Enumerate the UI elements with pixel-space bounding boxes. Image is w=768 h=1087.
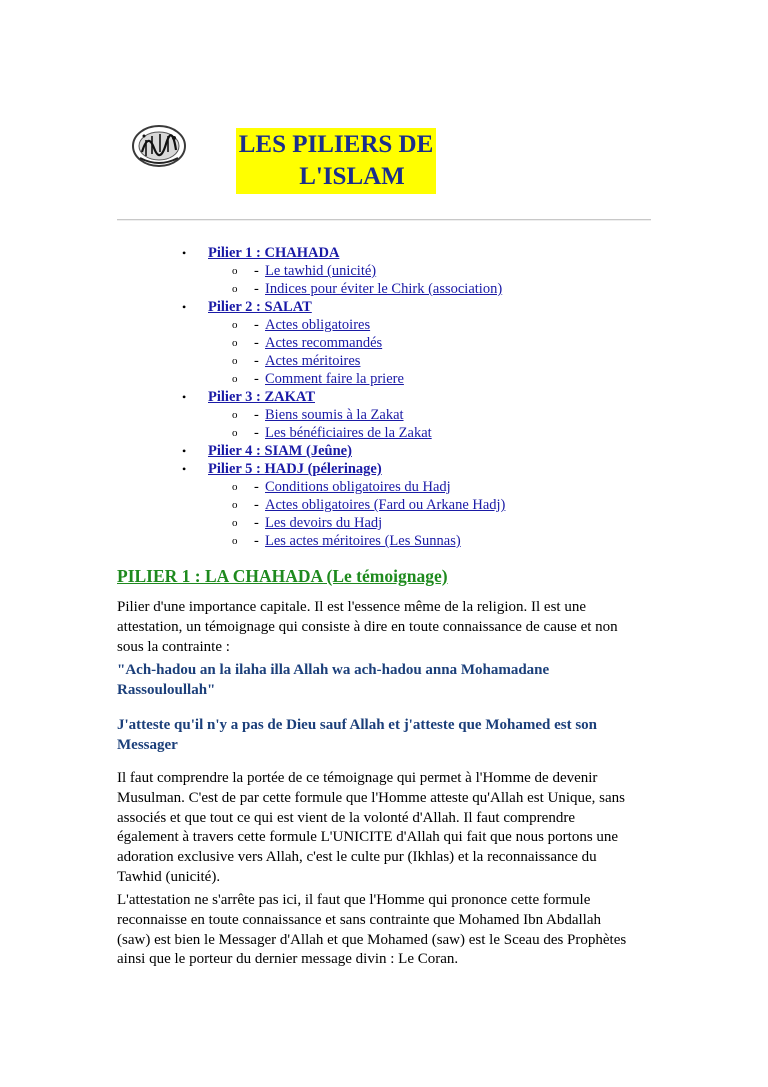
toc-link-hadj-devoirs[interactable]: Les devoirs du Hadj (265, 515, 383, 531)
toc-link-salat-obligatoires[interactable]: Actes obligatoires (265, 317, 371, 333)
circle-bullet-icon: o (232, 355, 238, 367)
horizontal-divider (117, 219, 651, 221)
bullet-icon: • (182, 300, 187, 314)
title-block (236, 128, 436, 194)
circle-bullet-icon: o (232, 319, 238, 331)
circle-bullet-icon: o (232, 481, 238, 493)
body-paragraph-1: Il faut comprendre la portée de ce témoignage qui permet à l'Homme de devenir Musulman. C'est de par cette formule que l'Homme atteste qu'Allah est Unique, sans associés et que tout ce qui est vient de la volonté d'Allah. Il faut comprendre également à travers cette formule L'UNICITE d'Allah qui fait que nous portons une adoration exclusive vers Allah, c'est le culte pur (Ikhlas) et la reconnaissance du Tawhid (unicité). (117, 770, 625, 885)
toc-link-chirk[interactable]: Indices pour éviter le Chirk (association) (265, 281, 503, 297)
circle-bullet-icon: o (232, 283, 238, 295)
toc-link-salat-recommandes[interactable]: Actes recommandés (265, 335, 383, 351)
circle-bullet-icon: o (232, 499, 238, 511)
bullet-icon: • (182, 444, 187, 458)
toc-link-tawhid[interactable]: Le tawhid (unicité) (265, 263, 377, 279)
toc-link-hadj-conditions[interactable]: Conditions obligatoires du Hadj (265, 479, 451, 495)
bullet-icon: • (182, 462, 187, 476)
toc-link-pillar-5[interactable]: Pilier 5 : HADJ (pélerinage) (208, 461, 382, 477)
circle-bullet-icon: o (232, 337, 238, 349)
page-title-line-1: LES PILIERS DE (238, 131, 434, 158)
toc-link-salat-meritoires[interactable]: Actes méritoires (265, 353, 361, 369)
toc-link-pillar-4[interactable]: Pilier 4 : SIAM (Jeûne) (208, 443, 352, 459)
toc-link-hadj-obligatoires[interactable]: Actes obligatoires (Fard ou Arkane Hadj) (265, 497, 506, 513)
body-paragraph-2: L'attestation ne s'arrête pas ici, il faut que l'Homme qui prononce cette formule reconnaisse en toute connaissance et sans contrainte que Mohamed Ibn Abdallah (saw) est bien le Messager d'Allah et que Mohamed (saw) est le Sceau des Prophètes ainsi que le porteur du dernier message divin : Le Coran. (117, 892, 627, 968)
toc-link-comment-prier[interactable]: Comment faire la priere (265, 371, 404, 387)
shahada-translation: J'atteste qu'il n'y a pas de Dieu sauf Allah et j'atteste que Mohamed est son Messager (117, 717, 597, 753)
toc-link-pillar-1[interactable]: Pilier 1 : CHAHADA (208, 245, 340, 261)
shahada-transliteration: "Ach-hadou an la ilaha illa Allah wa ach-hadou anna Mohamadane Rassouloullah" (117, 662, 550, 698)
circle-bullet-icon: o (232, 409, 238, 421)
toc-link-beneficiaires-zakat[interactable]: Les bénéficiaires de la Zakat (265, 425, 432, 441)
circle-bullet-icon: o (232, 373, 238, 385)
bullet-icon: • (182, 390, 187, 404)
document-page: LES PILIERS DE L'ISLAM • Pilier 1 : CHAHADA o - Le tawhid (unicité) o - Indices pour éviter le Chirk (association) • Pilier 2 : SALAT o - Actes obligatoires o - Actes recommandés o - Actes méritoires o - Comment faire la priere • Pilier 3 : ZAKAT o - Biens soumis à la Zakat o - Les bénéficiaires de la Zakat • Pilier 4 : SIAM (Jeûne) • Pilier 5 : HADJ (pélerinage) o - Conditions obligatoires du Hadj o - Actes obligatoires (Fard ou Arkane Hadj) o - Les devoirs du Hadj o - Les actes méritoires (Les Sunnas) PILIER 1 : LA CHAHADA (Le témoignage) Pilier d'une importance capitale. Il est l'essence même de la religion. Il est une attestation, un témoignage qui consiste à dire en toute connaissance de cause et non sous la contrainte : "Ach-hadou an la ilaha illa Allah wa ach-hadou anna Mohamadane Rassouloullah" J'atteste qu'il n'y a pas de Dieu sauf Allah et j'atteste que Mohamed est son Messager Il faut comprendre la portée de ce témoignage qui permet à l'Homme de devenir Musulman. C'est de par cette formule que l'Homme atteste qu'Allah est Unique, sans associés et que tout ce qui est vient de la volonté d'Allah. Il faut comprendre également à travers cette formule L'UNICITE d'Allah qui fait que nous portons une adoration exclusive vers Allah, c'est le culte pur (Ikhlas) et la reconnaissance du Tawhid (unicité). L'attestation ne s'arrête pas ici, il faut que l'Homme qui prononce cette formule reconnaisse en toute connaissance et sans contrainte que Mohamed Ibn Abdallah (saw) est bien le Messager d'Allah et que Mohamed (saw) est le Sceau des Prophètes ainsi que le porteur du dernier message divin : Le Coran. (0, 0, 768, 1087)
section-heading: PILIER 1 : LA CHAHADA (Le témoignage) (117, 566, 448, 586)
circle-bullet-icon: o (232, 265, 238, 277)
circle-bullet-icon: o (232, 535, 238, 547)
toc-link-pillar-3[interactable]: Pilier 3 : ZAKAT (208, 389, 315, 405)
bismillah-calligraphy-emblem (130, 122, 188, 170)
circle-bullet-icon: o (232, 517, 238, 529)
circle-bullet-icon: o (232, 427, 238, 439)
toc-link-hadj-sunnas[interactable]: Les actes méritoires (Les Sunnas) (265, 533, 461, 549)
toc-link-biens-zakat[interactable]: Biens soumis à la Zakat (265, 407, 404, 423)
bullet-icon: • (182, 246, 187, 260)
intro-paragraph: Pilier d'une importance capitale. Il est l'essence même de la religion. Il est une attestation, un témoignage qui consiste à dire en toute connaissance de cause et non sous la contrainte : (117, 599, 618, 655)
toc-link-pillar-2[interactable]: Pilier 2 : SALAT (208, 299, 312, 315)
page-title-line-2: L'ISLAM (299, 163, 405, 190)
